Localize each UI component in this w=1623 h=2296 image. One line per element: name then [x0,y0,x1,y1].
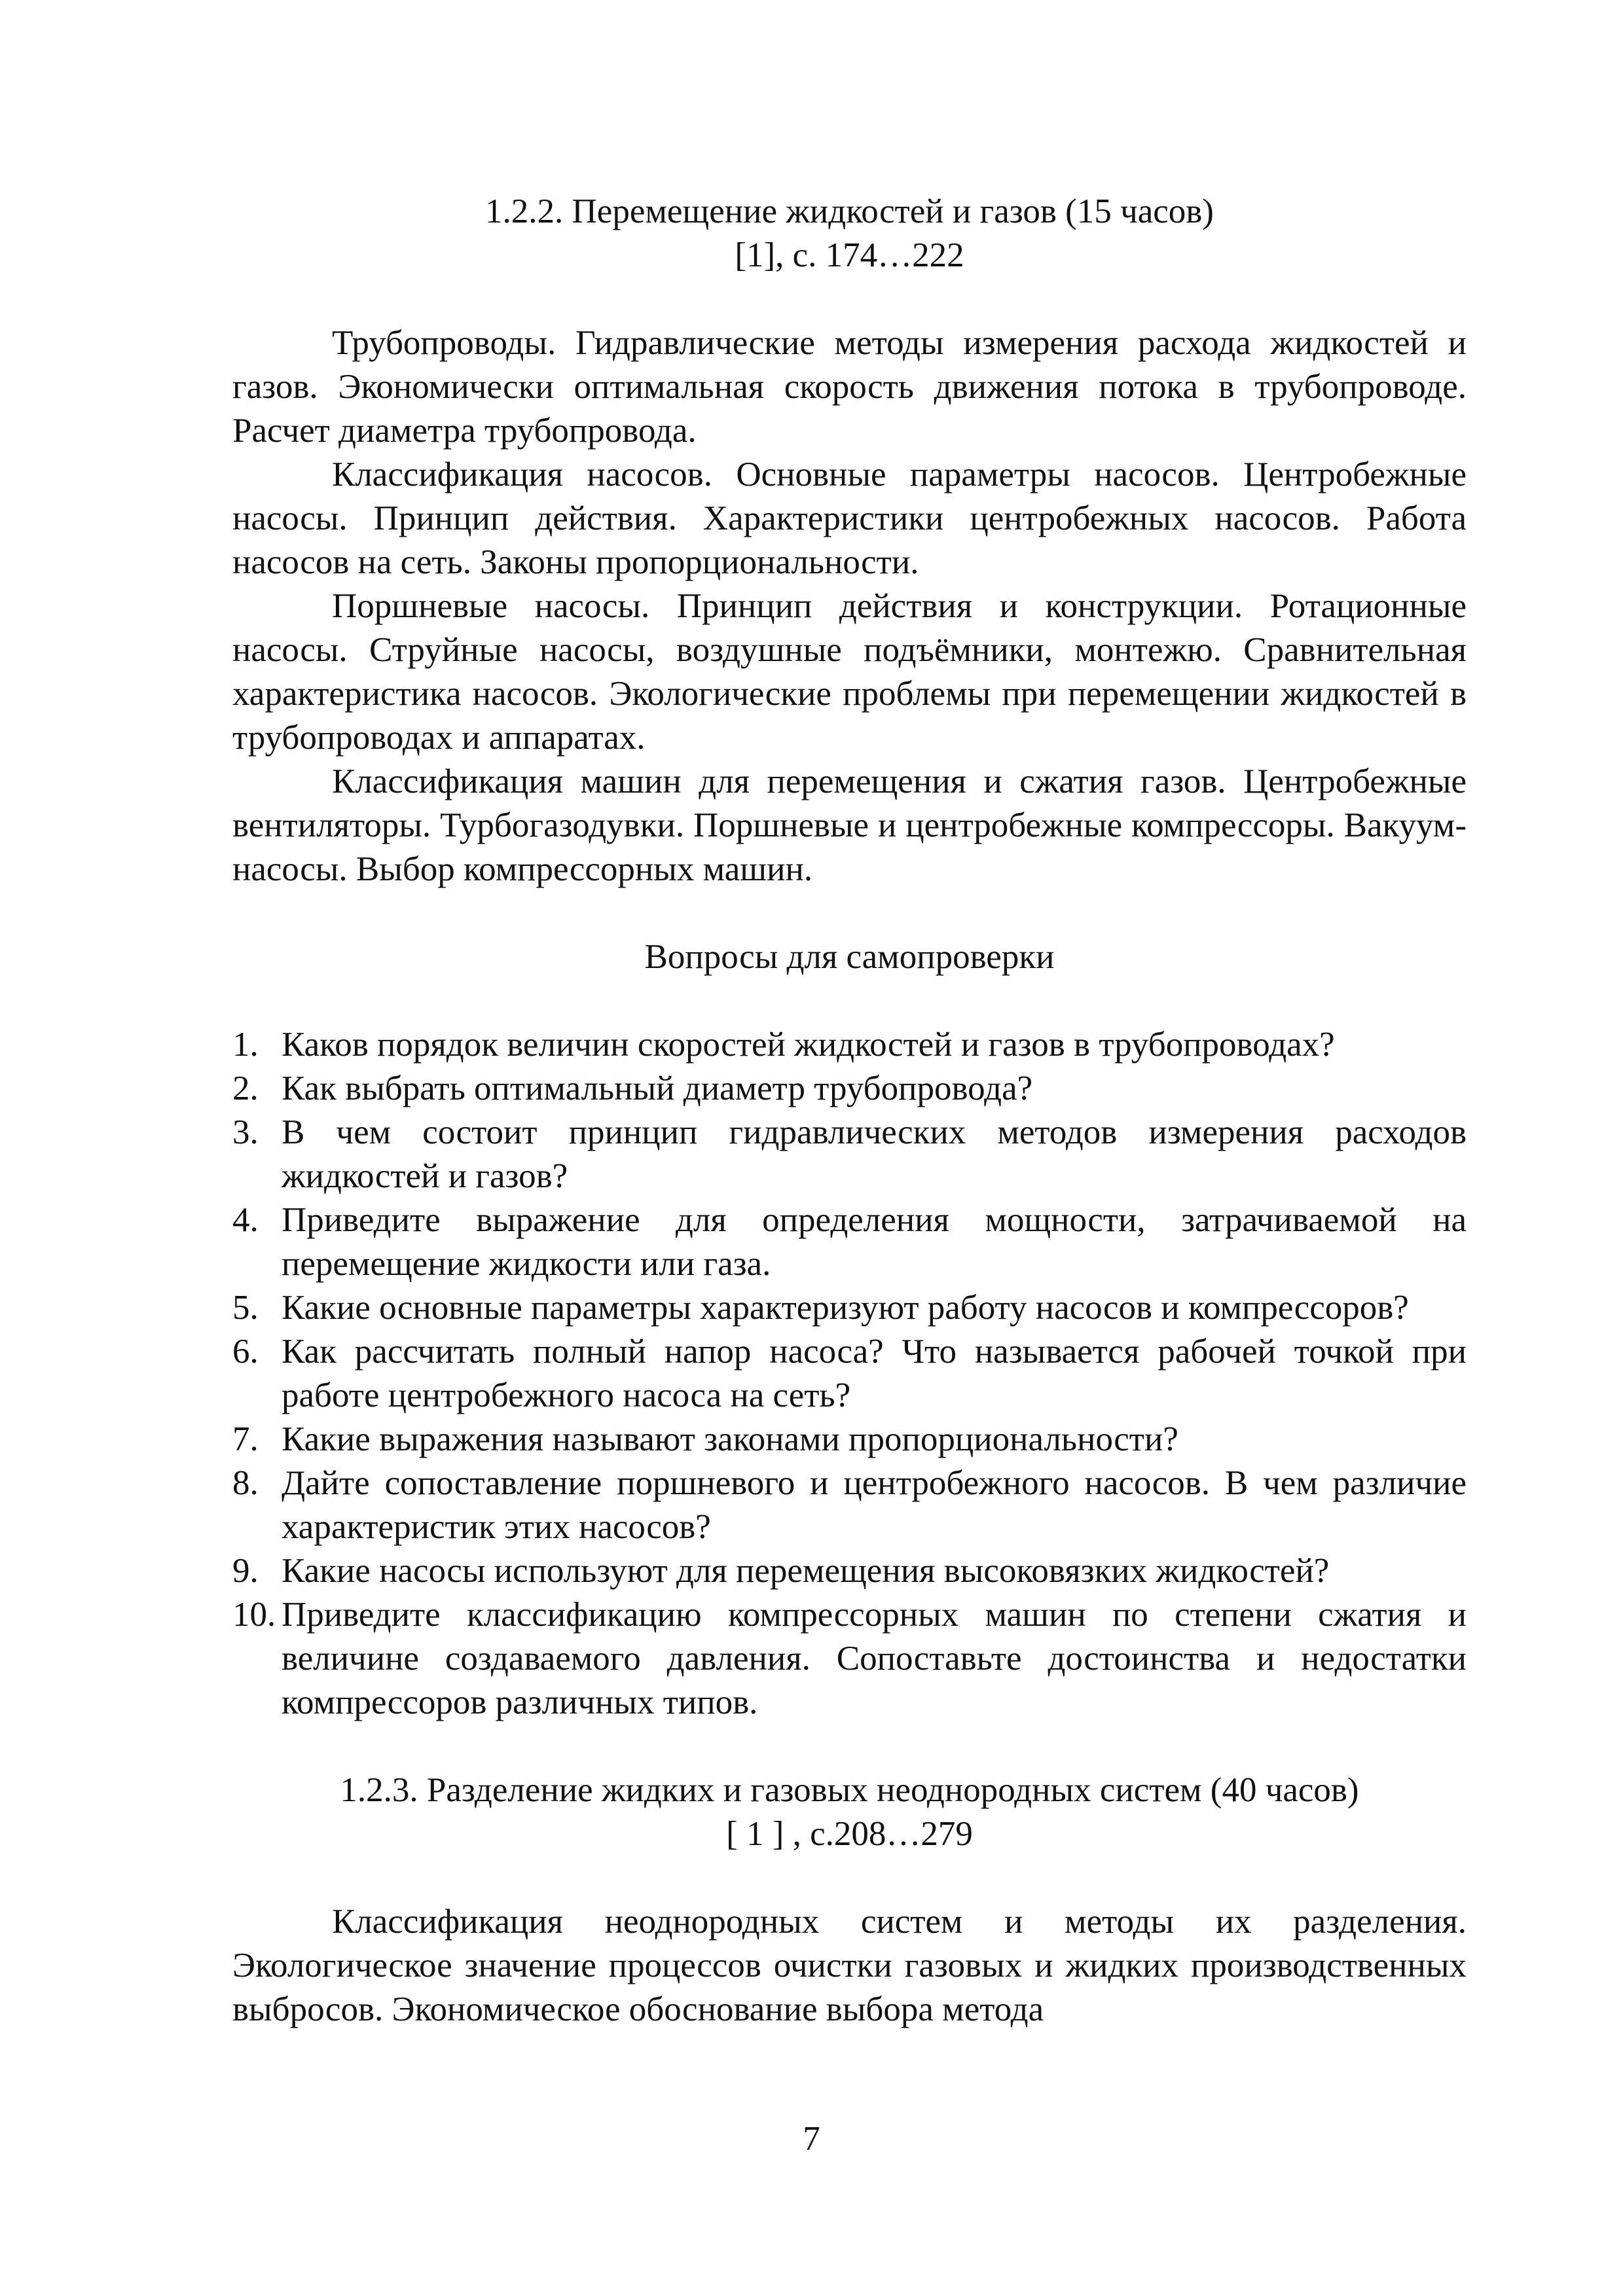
paragraph: Поршневые насосы. Принцип действия и конструкции. Ротационные насосы. Струйные насосы, воздушные подъёмники, монтежю. Сравнительная характеристика насосов. Экологические проблемы при перемещении жидкостей в трубопроводах и аппаратах. [232,587,1467,757]
question-number: 1. [232,1026,259,1064]
list-item [232,1549,1467,1593]
question-number: 4. [232,1201,259,1239]
question-text: Приведите классификацию компрессорных машин по степени сжатия и величине создаваемого давления. Сопоставьте достоинства и недостатки компрессоров различных типов. [282,1596,1467,1721]
question-number: 8. [232,1464,259,1502]
section-heading-1-2-3 [232,1768,1467,1856]
list-item [232,1111,1467,1198]
list-item [232,1023,1467,1067]
paragraph: Классификация неоднородных систем и методы их разделения. Экологическое значение процессов очистки газовых и жидких производственных выбросов. Экономическое обоснование выбора метода [232,1903,1467,2028]
question-text: Как рассчитать полный напор насоса? Что называется рабочей точкой при работе центробежного насоса на сеть? [282,1333,1467,1414]
paragraph: Трубопроводы. Гидравлические методы измерения расхода жидкостей и газов. Экономически оптимальная скорость движения потока в трубопроводе. Расчет диаметра трубопровода. [232,324,1467,450]
question-text: Как выбрать оптимальный диаметр трубопровода? [282,1069,1033,1107]
page-number: 7 [803,2120,820,2158]
paragraph: Классификация машин для перемещения и сжатия газов. Центробежные вентиляторы. Турбогазодувки. Поршневые и центробежные компрессоры. Вакуум-насосы. Выбор компрессорных машин. [232,762,1467,888]
section-reference: [1], с. 174…222 [735,236,964,274]
question-number: 6. [232,1333,259,1371]
list-item [232,1330,1467,1418]
question-number: 9. [232,1552,259,1590]
list-item [232,1462,1467,1549]
question-number: 5. [232,1289,259,1327]
section-reference: [ 1 ] , с.208…279 [726,1815,973,1853]
list-item [232,1418,1467,1462]
paragraph: Классификация насосов. Основные параметры насосов. Центробежные насосы. Принцип действия. Характеристики центробежных насосов. Работа насосов на сеть. Законы пропорциональности. [232,456,1467,581]
question-text: Приведите выражение для определения мощности, затрачиваемой на перемещение жидкости или газа. [282,1201,1467,1283]
section-title: 1.2.2. Перемещение жидкостей и газов (15 часов) [485,192,1214,230]
section-title: 1.2.3. Разделение жидких и газовых неоднородных систем (40 часов) [340,1771,1359,1809]
question-number: 7. [232,1420,259,1458]
questions-heading: Вопросы для самопроверки [644,938,1055,976]
question-text: Дайте сопоставление поршневого и центробежного насосов. В чем различие характеристик этих насосов? [282,1464,1467,1546]
questions-list [232,1023,1467,1725]
section-heading-1-2-2 [232,190,1467,278]
question-text: В чем состоит принцип гидравлических методов измерения расходов жидкостей и газов? [282,1113,1467,1195]
document-page [232,190,1467,2032]
list-item [232,1198,1467,1286]
list-item [232,1286,1467,1330]
question-text: Какие насосы используют для перемещения высоковязких жидкостей? [282,1552,1330,1590]
list-item [232,1593,1467,1725]
question-number: 3. [232,1113,259,1151]
list-item [232,1067,1467,1111]
question-text: Каков порядок величин скоростей жидкостей и газов в трубопроводах? [282,1026,1335,1064]
question-number: 10. [232,1596,276,1634]
question-text: Какие основные параметры характеризуют работу насосов и компрессоров? [282,1289,1409,1327]
question-number: 2. [232,1069,259,1107]
question-text: Какие выражения называют законами пропорциональности? [282,1420,1178,1458]
